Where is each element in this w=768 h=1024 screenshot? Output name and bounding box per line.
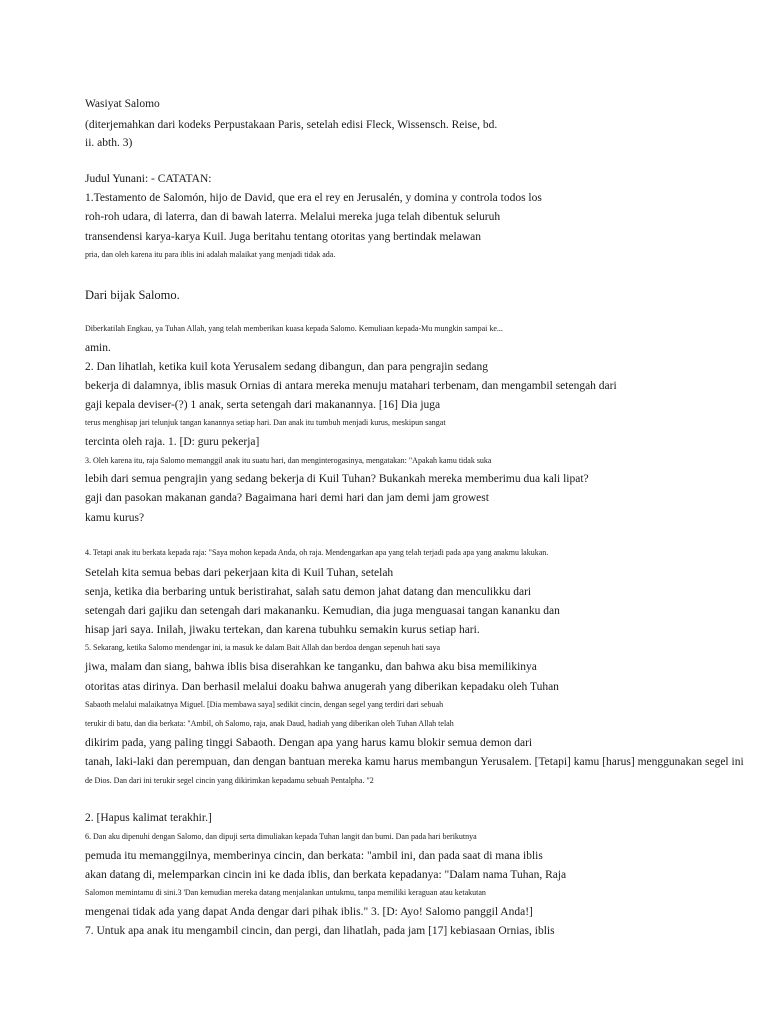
text-line: Sabaoth melalui malaikatnya Miguel. [Dia membawa saya] sedikit cincin, dengan segel yang terdiri dari sebuah	[85, 700, 444, 709]
text-line: roh-roh udara, di laterra, dan di bawah laterra. Melalui mereka juga telah dibentuk seluruh	[85, 211, 501, 223]
text-line: lebih dari semua pengrajin yang sedang bekerja di Kuil Tuhan? Bukankah mereka memberimu dua kali lipat?	[85, 473, 589, 485]
section-heading: Dari bijak Salomo.	[85, 288, 180, 302]
text-line: amin.	[85, 342, 111, 354]
text-line: pemuda itu memanggilnya, memberinya cincin, dan berkata: "ambil ini, dan pada saat di mana iblis	[85, 850, 543, 862]
text-line: kamu kurus?	[85, 512, 145, 524]
subtitle-line: (diterjemahkan dari kodeks Perpustakaan Paris, setelah edisi Fleck, Wissensch. Reise, bd.	[85, 119, 498, 131]
text-line: tanah, laki-laki dan perempuan, dan dengan bantuan mereka kamu harus membangun Yerusalem. [Tetapi] kamu [harus] menggunakan segel ini	[85, 756, 744, 768]
subtitle-line: ii. abth. 3)	[85, 137, 133, 149]
text-line: otoritas atas dirinya. Dan berhasil melalui doaku bahwa anugerah yang diberikan kepadaku oleh Tuhan	[85, 681, 559, 693]
text-line: jiwa, malam dan siang, bahwa iblis bisa diserahkan ke tanganku, dan bahwa aku bisa memilikinya	[85, 661, 537, 673]
text-line: tercinta oleh raja. 1. [D: guru pekerja]	[85, 436, 260, 448]
text-line: mengenai tidak ada yang dapat Anda dengar dari pihak iblis." 3. [D: Ayo! Salomo panggil Anda!]	[85, 906, 533, 918]
text-line: 6. Dan aku dipenuhi dengan Salomo, dan dipuji serta dimuliakan kepada Tuhan langit dan bumi. Dan pada hari berikutnya	[85, 832, 477, 841]
text-line: setengah dari gajiku dan setengah dari makananku. Kemudian, dia juga menguasai tangan kananku dan	[85, 605, 560, 617]
text-line: 2. Dan lihatlah, ketika kuil kota Yerusalem sedang dibangun, dan para pengrajin sedang	[85, 361, 489, 373]
text-line: Salomon memintamu di sini.3 'Dan kemudian mereka datang menjalankan untukmu, tanpa memiliki keraguan atau ketakutan	[85, 888, 486, 897]
text-line: terukir di batu, dan dia berkata: "Ambil, oh Salomo, raja, anak Daud, hadiah yang diberikan oleh Tuhan Allah telah	[85, 719, 454, 728]
text-line: dikirim pada, yang paling tinggi Sabaoth. Dengan apa yang harus kamu blokir semua demon dari	[85, 737, 533, 749]
text-line: hisap jari saya. Inilah, jiwaku tertekan, dan karena tubuhku semakin kurus setiap hari.	[85, 624, 480, 636]
text-line: akan datang di, melemparkan cincin ini ke dada iblis, dan berkata kepadanya: "Dalam nama Tuhan, Raja	[85, 869, 567, 881]
text-line: gaji dan pasokan makanan ganda? Bagaimana hari demi hari dan jam demi jam growest	[85, 492, 489, 504]
text-line: bekerja di dalamnya, iblis masuk Ornias di antara mereka menuju matahari terbenam, dan mengambil setengah dari	[85, 380, 617, 392]
text-line: senja, ketika dia berbaring untuk beristirahat, salah satu demon jahat datang dan menculikku dari	[85, 586, 532, 598]
text-line: terus menghisap jari telunjuk tangan kanannya setiap hari. Dan anak itu tumbuh menjadi kurus, meskipun sangat	[85, 418, 446, 427]
text-line: Setelah kita semua bebas dari pekerjaan kita di Kuil Tuhan, setelah	[85, 567, 394, 579]
text-line: Judul Yunani: - CATATAN:	[85, 173, 212, 185]
text-line: de Dios. Dan dari ini terukir segel cincin yang dikirimkan kepadamu sebuah Pentalpha. "2	[85, 776, 374, 785]
text-line: 2. [Hapus kalimat terakhir.]	[85, 812, 212, 824]
text-line: 7. Untuk apa anak itu mengambil cincin, dan pergi, dan lihatlah, pada jam [17] kebiasaan Ornias, iblis	[85, 925, 555, 937]
text-line: pria, dan oleh karena itu para iblis ini adalah malaikat yang menjadi tidak ada.	[85, 250, 336, 259]
title-line: Wasiyat Salomo	[85, 98, 160, 110]
text-line: 4. Tetapi anak itu berkata kepada raja: "Saya mohon kepada Anda, oh raja. Mendengarkan apa yang telah terjadi pada apa yang anakmu lakukan.	[85, 548, 549, 557]
text-line: 3. Oleh karena itu, raja Salomo memanggil anak itu suatu hari, dan menginterogasinya, mengatakan: "Apakah kamu tidak suka	[85, 456, 492, 465]
text-line: 5. Sekarang, ketika Salomo mendengar ini, ia masuk ke dalam Bait Allah dan berdoa dengan sepenuh hati saya	[85, 643, 441, 652]
text-line: gaji kepala deviser-(?) 1 anak, serta setengah dari makanannya. [16] Dia juga	[85, 399, 441, 411]
text-line: Diberkatilah Engkau, ya Tuhan Allah, yang telah memberikan kuasa kepada Salomo. Kemuliaan kepada-Mu mungkin sampai ke...	[85, 324, 503, 333]
text-line: transendensi karya-karya Kuil. Juga beritahu tentang otoritas yang bertindak melawan	[85, 231, 481, 243]
text-line: 1.Testamento de Salomón, hijo de David, que era el rey en Jerusalén, y domina y controla todos los	[85, 192, 542, 204]
